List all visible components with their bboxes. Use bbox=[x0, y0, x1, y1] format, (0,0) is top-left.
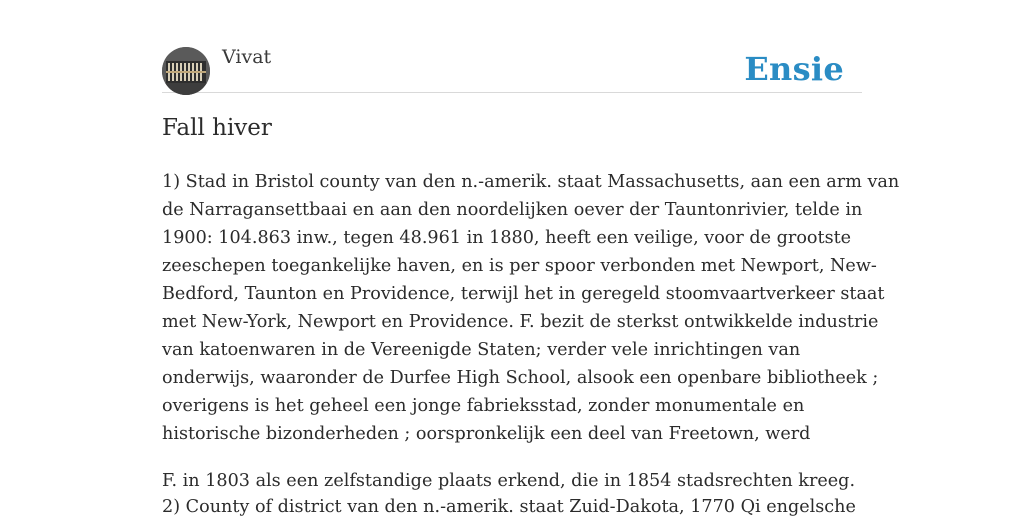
text-line: F. in 1803 als een zelfstandige plaats erkend, die in 1854 stadsrechten kreeg. bbox=[162, 471, 856, 491]
author-avatar[interactable] bbox=[162, 47, 210, 95]
article-paragraph-1 bbox=[162, 168, 900, 448]
text-line: de Narragansettbaai en aan den noordelijken oever der Tauntonrivier, telde in bbox=[162, 200, 863, 220]
page-title: Fall hiver bbox=[162, 115, 272, 141]
text-line: met New-York, Newport en Providence. F. bezit de sterkst ontwikkelde industrie bbox=[162, 312, 879, 332]
text-line: 1) Stad in Bristol county van den n.-amerik. staat Massachusetts, aan een arm van bbox=[162, 172, 900, 192]
text-line: 2) County of district van den n.-amerik. staat Zuid-Dakota, 1770 Qi engelsche bbox=[162, 497, 856, 517]
text-line: zeeschepen toegankelijke haven, en is per spoor verbonden met Newport, New- bbox=[162, 256, 877, 276]
bookshelf-photo-icon bbox=[162, 47, 210, 95]
text-line: onderwijs, waaronder de Durfee High School, alsook een openbare bibliotheek ; bbox=[162, 368, 879, 388]
article-paragraph-2 bbox=[162, 467, 882, 521]
author-name[interactable]: Vivat bbox=[222, 46, 272, 68]
text-line: Bedford, Taunton en Providence, terwijl het in geregeld stoomvaartverkeer staat bbox=[162, 284, 885, 304]
text-line: van katoenwaren in de Vereenigde Staten; verder vele inrichtingen van bbox=[162, 340, 801, 360]
text-line: overigens is het geheel een jonge fabrieksstad, zonder monumentale en bbox=[162, 396, 805, 416]
text-line: historische bizonderheden ; oorspronkelijk een deel van Freetown, werd bbox=[162, 424, 811, 444]
text-line: 1900: 104.863 inw., tegen 48.961 in 1880, heeft een veilige, voor de grootste bbox=[162, 228, 852, 248]
header bbox=[162, 44, 862, 93]
brand-logo[interactable]: Ensie bbox=[744, 50, 844, 88]
